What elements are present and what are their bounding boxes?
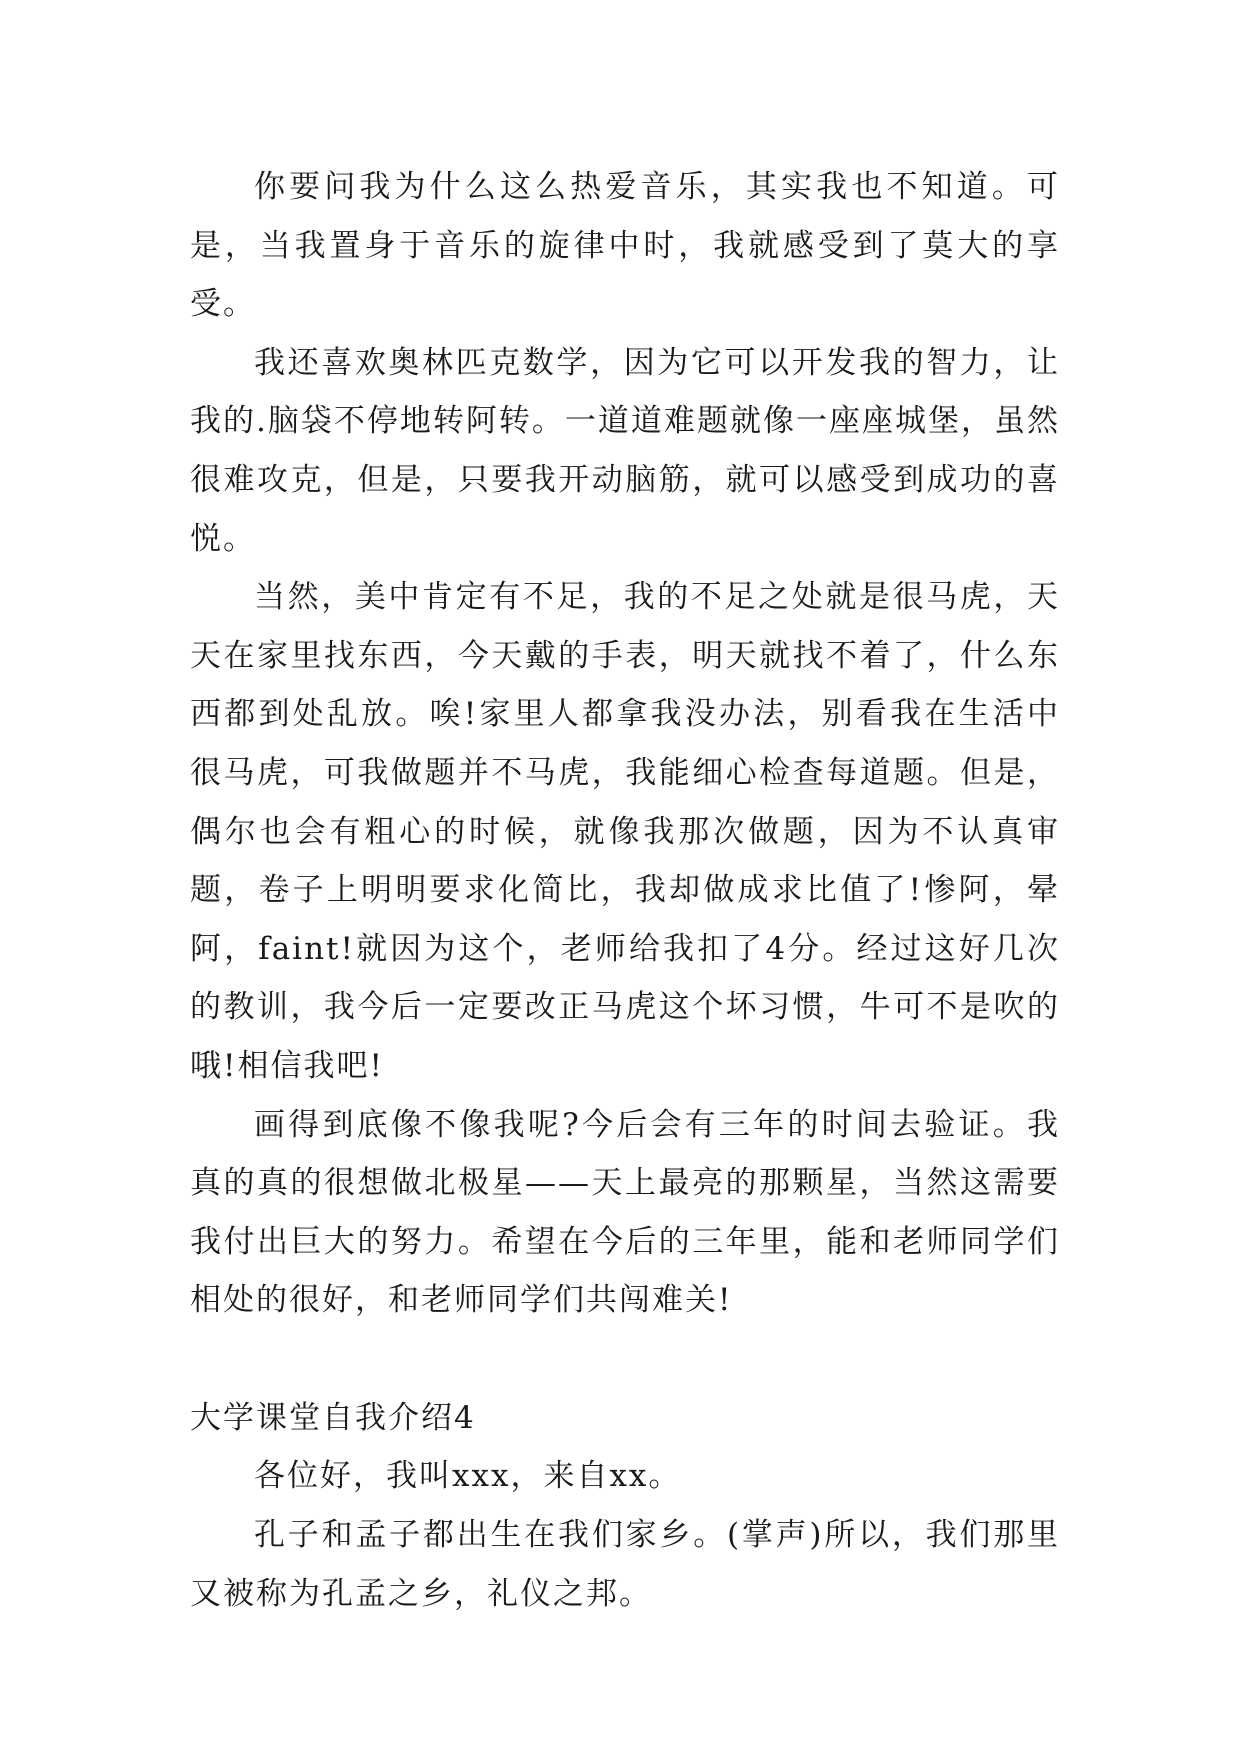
- document-body: [190, 158, 1060, 1623]
- paragraph-careless: 当然，美中肯定有不足，我的不足之处就是很马虎，天天在家里找东西，今天戴的手表，明天就找不着了，什么东西都到处乱放。唉!家里人都拿我没办法，别看我在生活中很马虎，可我做题并不马虎，我能细心检查每道题。但是，偶尔也会有粗心的时候，就像我那次做题，因为不认真审题，卷子上明明要求化简比，我却做成求比值了!惨阿，晕阿，faint!就因为这个，老师给我扣了4分。经过这好几次的教训，我今后一定要改正马虎这个坏习惯，牛可不是吹的哦!相信我吧!: [190, 579, 1060, 1084]
- paragraph-greeting: 各位好，我叫xxx，来自xx。: [254, 1458, 682, 1495]
- section-spacer: [190, 1330, 1060, 1389]
- paragraph-north-star: 画得到底像不像我呢?今后会有三年的时间去验证。我真的真的很想做北极星——天上最亮的那颗星，当然这需要我付出巨大的努力。希望在今后的三年里，能和老师同学们相处的很好，和老师同学们共闯难关!: [190, 1106, 1060, 1319]
- paragraph-hometown: 孔子和孟子都出生在我们家乡。(掌声)所以，我们那里又被称为孔孟之乡，礼仪之邦。: [190, 1517, 1060, 1612]
- section-heading: 大学课堂自我介绍4: [190, 1399, 476, 1436]
- paragraph-olympiad-math: 我还喜欢奥林匹克数学，因为它可以开发我的智力，让我的.脑袋不停地转阿转。一道道难题就像一座座城堡，虽然很难攻克，但是，只要我开动脑筋，就可以感受到成功的喜悦。: [190, 344, 1060, 557]
- paragraph-music: 你要问我为什么这么热爱音乐，其实我也不知道。可是，当我置身于音乐的旋律中时，我就感受到了莫大的享受。: [190, 169, 1060, 323]
